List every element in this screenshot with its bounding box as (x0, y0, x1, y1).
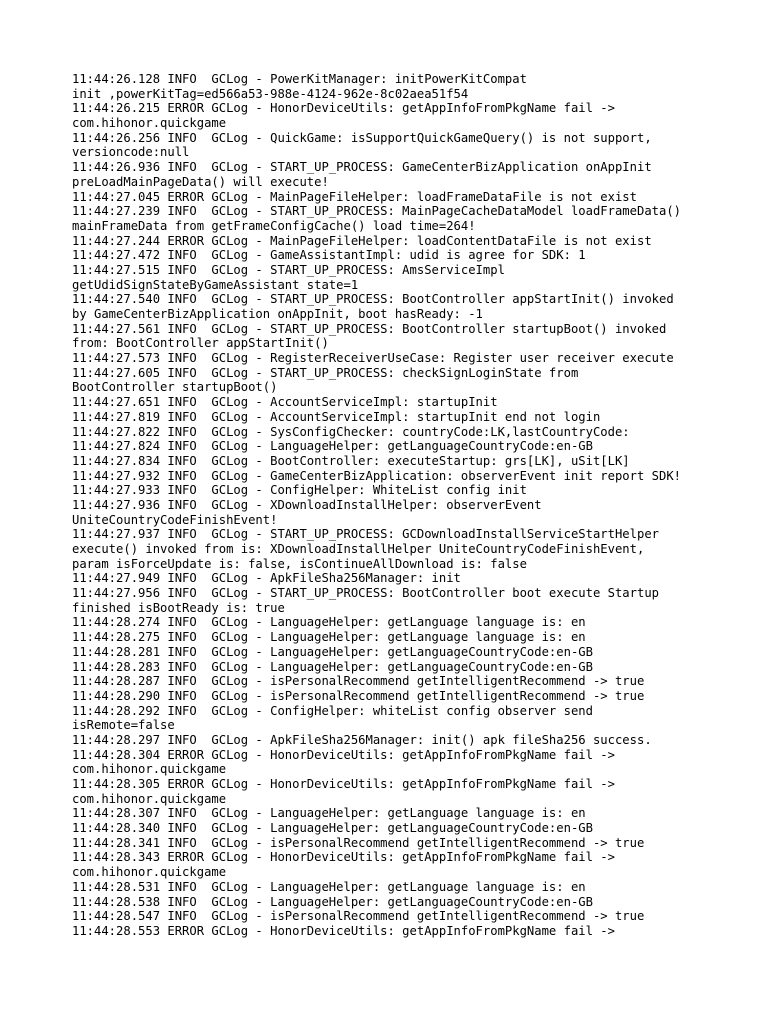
log-line: 11:44:28.547 INFO GCLog - isPersonalRecommend getIntelligentRecommend -> true (72, 909, 645, 924)
log-line: 11:44:27.605 INFO GCLog - START_UP_PROCESS: checkSignLoginState from (72, 365, 579, 380)
log-line: com.hihonor.quickgame (72, 865, 227, 880)
log-line: 11:44:28.305 ERROR GCLog - HonorDeviceUtils: getAppInfoFromPkgName fail -> (72, 777, 615, 791)
log-line: getUdidSignStateByGameAssistant state=1 (72, 277, 359, 292)
log-line: mainFrameData from getFrameConfigCache() load time=264! (72, 218, 476, 233)
log-line: 11:44:27.937 INFO GCLog - START_UP_PROCESS: GCDownloadInstallServiceStartHelper (72, 527, 659, 542)
log-line: preLoadMainPageData() will execute! (72, 174, 329, 189)
log-line: execute() invoked from is: XDownloadInstallHelper UniteCountryCodeFinishEvent, (72, 542, 645, 556)
log-line: com.hihonor.quickgame (72, 116, 227, 131)
log-line: 11:44:28.292 INFO GCLog - ConfigHelper: whiteList config observer send (72, 703, 593, 718)
log-line: 11:44:27.573 INFO GCLog - RegisterReceiverUseCase: Register user receiver execute (72, 351, 674, 366)
log-line: 11:44:28.553 ERROR GCLog - HonorDeviceUtils: getAppInfoFromPkgName fail -> (72, 923, 615, 938)
log-line: 11:44:26.256 INFO GCLog - QuickGame: isSupportQuickGameQuery() is not support, (72, 130, 652, 145)
log-line: 11:44:28.340 INFO GCLog - LanguageHelper: getLanguageCountryCode:en-GB (72, 821, 593, 836)
log-line: 11:44:28.287 INFO GCLog - isPersonalRecommend getIntelligentRecommend -> true (72, 674, 645, 689)
log-line: param isForceUpdate is: false, isContinueAllDownload is: false (72, 556, 527, 571)
log-line: 11:44:27.956 INFO GCLog - START_UP_PROCESS: BootController boot execute Startup (72, 586, 659, 601)
log-line: 11:44:28.281 INFO GCLog - LanguageHelper: getLanguageCountryCode:en-GB (72, 644, 593, 659)
log-line: from: BootController appStartInit() (72, 336, 329, 351)
log-line: 11:44:26.128 INFO GCLog - PowerKitManager: initPowerKitCompat (72, 72, 527, 86)
log-line: 11:44:27.819 INFO GCLog - AccountServiceImpl: startupInit end not login (72, 409, 601, 424)
log-line: 11:44:27.515 INFO GCLog - START_UP_PROCESS: AmsServiceImpl (72, 262, 505, 277)
log-line: 11:44:27.932 INFO GCLog - GameCenterBizApplication: observerEvent init report SDK! (72, 468, 682, 483)
log-line: 11:44:27.472 INFO GCLog - GameAssistantImpl: udid is agree for SDK: 1 (72, 248, 586, 263)
log-line: 11:44:28.307 INFO GCLog - LanguageHelper: getLanguage language is: en (72, 806, 586, 821)
log-line: 11:44:27.834 INFO GCLog - BootController: executeStartup: grs[LK], uSit[LK] (72, 453, 630, 468)
log-line: isRemote=false (72, 718, 175, 733)
log-line: 11:44:27.933 INFO GCLog - ConfigHelper: WhiteList config init (72, 483, 527, 498)
log-line: 11:44:26.215 ERROR GCLog - HonorDeviceUtils: getAppInfoFromPkgName fail -> (72, 101, 615, 116)
log-line: 11:44:28.538 INFO GCLog - LanguageHelper: getLanguageCountryCode:en-GB (72, 894, 593, 909)
log-line: init ,powerKitTag=ed566a53-988e-4124-962e-8c02aea51f54 (72, 86, 469, 101)
log-line: 11:44:28.283 INFO GCLog - LanguageHelper: getLanguageCountryCode:en-GB (72, 659, 593, 674)
log-line: finished isBootReady is: true (72, 600, 285, 615)
log-line: 11:44:27.540 INFO GCLog - START_UP_PROCESS: BootController appStartInit() invoked (72, 292, 674, 307)
log-line: 11:44:28.531 INFO GCLog - LanguageHelper: getLanguage language is: en (72, 879, 586, 894)
log-line: com.hihonor.quickgame (72, 762, 227, 777)
log-line: 11:44:28.297 INFO GCLog - ApkFileSha256Manager: init() apk fileSha256 success. (72, 732, 652, 747)
log-line: 11:44:26.936 INFO GCLog - START_UP_PROCESS: GameCenterBizApplication onAppInit (72, 160, 652, 175)
log-text-block (72, 72, 748, 939)
log-line: 11:44:27.561 INFO GCLog - START_UP_PROCESS: BootController startupBoot() invoked (72, 321, 667, 336)
log-line: by GameCenterBizApplication onAppInit, boot hasReady: -1 (72, 307, 483, 321)
log-line: 11:44:27.651 INFO GCLog - AccountServiceImpl: startupInit (72, 395, 498, 410)
log-line: versioncode:null (72, 145, 190, 160)
log-line: 11:44:28.343 ERROR GCLog - HonorDeviceUtils: getAppInfoFromPkgName fail -> (72, 850, 615, 865)
log-line: 11:44:27.949 INFO GCLog - ApkFileSha256Manager: init (72, 571, 461, 586)
log-line: 11:44:28.275 INFO GCLog - LanguageHelper: getLanguage language is: en (72, 630, 586, 645)
log-line: 11:44:27.244 ERROR GCLog - MainPageFileHelper: loadContentDataFile is not exist (72, 233, 652, 248)
log-line: 11:44:28.304 ERROR GCLog - HonorDeviceUtils: getAppInfoFromPkgName fail -> (72, 747, 615, 762)
log-line: 11:44:27.936 INFO GCLog - XDownloadInstallHelper: observerEvent (72, 497, 542, 512)
log-line: 11:44:27.045 ERROR GCLog - MainPageFileHelper: loadFrameDataFile is not exist (72, 189, 637, 204)
log-line: 11:44:27.824 INFO GCLog - LanguageHelper: getLanguageCountryCode:en-GB (72, 439, 593, 454)
log-line: UniteCountryCodeFinishEvent! (72, 512, 278, 527)
log-line: 11:44:28.274 INFO GCLog - LanguageHelper: getLanguage language is: en (72, 615, 586, 630)
log-line: BootController startupBoot() (72, 380, 278, 395)
log-line: 11:44:27.239 INFO GCLog - START_UP_PROCESS: MainPageCacheDataModel loadFrameData() (72, 204, 682, 219)
log-line: com.hihonor.quickgame (72, 791, 227, 806)
log-line: 11:44:28.341 INFO GCLog - isPersonalRecommend getIntelligentRecommend -> true (72, 835, 645, 850)
log-line: 11:44:28.290 INFO GCLog - isPersonalRecommend getIntelligentRecommend -> true (72, 688, 645, 703)
log-line: 11:44:27.822 INFO GCLog - SysConfigChecker: countryCode:LK,lastCountryCode: (72, 424, 630, 439)
